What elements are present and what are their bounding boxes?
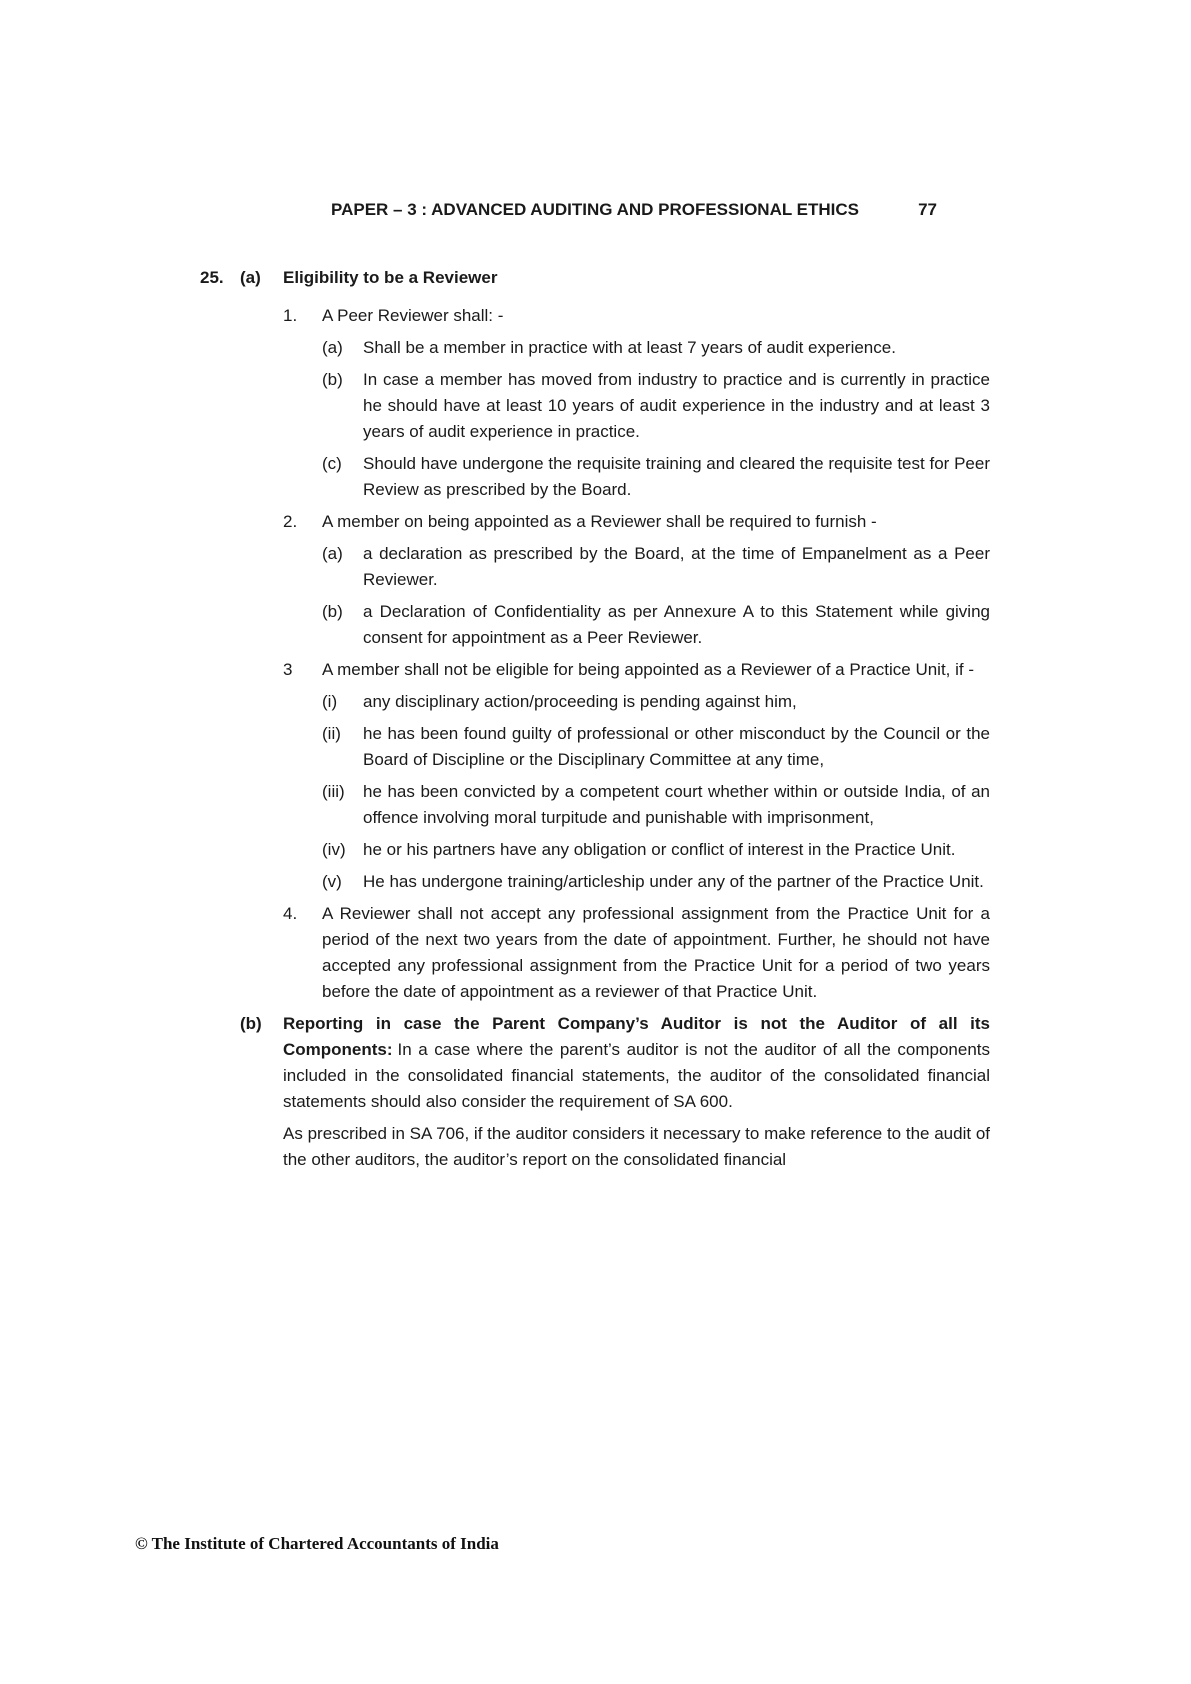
item-text: A Reviewer shall not accept any professional assignment from the Practice Unit for a period of the next two years from the date of appointment. Further, he should not have accepted any professional assignment from the Practice Unit for a period of two years before the date of appointment as a reviewer of that Practice Unit. xyxy=(322,904,990,1001)
part-a-label: (a) xyxy=(240,268,261,287)
list-item xyxy=(322,779,990,831)
list-item xyxy=(322,837,990,863)
item-text: In case a member has moved from industry to practice and is currently in practice he should have at least 10 years of audit experience in the industry and at least 3 years of audit experience in practice. xyxy=(363,370,990,441)
list-item xyxy=(322,451,990,503)
part-b-paragraph xyxy=(283,1011,990,1115)
list-item xyxy=(322,721,990,773)
copyright-footer: © The Institute of Chartered Accountants of India xyxy=(135,1534,499,1553)
part-a-heading: Eligibility to be a Reviewer xyxy=(283,268,498,287)
section-heading-row xyxy=(200,265,990,291)
item-text: he or his partners have any obligation or conflict of interest in the Practice Unit. xyxy=(363,840,956,859)
item-text: he has been convicted by a competent court whether within or outside India, of an offence involving moral turpitude and punishable with imprisonment, xyxy=(363,782,990,827)
list-item xyxy=(322,869,990,895)
item-marker: (iii) xyxy=(322,782,345,801)
document-body xyxy=(200,265,990,1173)
list-item xyxy=(283,509,990,535)
item-marker: (a) xyxy=(322,338,343,357)
page-header xyxy=(200,197,990,223)
page-number: 77 xyxy=(918,200,937,219)
list-item xyxy=(283,901,990,1005)
item-marker: (b) xyxy=(322,602,343,621)
item-marker: 3 xyxy=(283,660,293,679)
item-text: A member on being appointed as a Reviewer shall be required to furnish - xyxy=(322,512,877,531)
part-b-paragraph-2: As prescribed in SA 706, if the auditor considers it necessary to make reference to the audit of the other auditors, the auditor’s report on the consolidated financial xyxy=(283,1124,990,1169)
list-item xyxy=(322,689,990,715)
part-b-label: (b) xyxy=(240,1014,262,1033)
list-item xyxy=(322,335,990,361)
item-marker: 2. xyxy=(283,512,298,531)
item-text: any disciplinary action/proceeding is pending against him, xyxy=(363,692,797,711)
item-marker: (ii) xyxy=(322,724,341,743)
item-text: A Peer Reviewer shall: - xyxy=(322,306,504,325)
item-marker: (v) xyxy=(322,872,342,891)
item-text: a Declaration of Confidentiality as per Annexure A to this Statement while giving consent for appointment as a Peer Reviewer. xyxy=(363,602,990,647)
item-marker: (a) xyxy=(322,544,343,563)
list-item xyxy=(322,367,990,445)
item-marker: 1. xyxy=(283,306,298,325)
item-marker: (iv) xyxy=(322,840,346,859)
item-marker: 4. xyxy=(283,904,298,923)
list-item xyxy=(283,657,990,683)
list-item xyxy=(322,599,990,651)
item-marker: (c) xyxy=(322,454,342,473)
item-marker: (b) xyxy=(322,370,343,389)
part-b-row xyxy=(240,1011,990,1115)
header-title: PAPER – 3 : ADVANCED AUDITING AND PROFESSIONAL ETHICS xyxy=(331,200,859,219)
item-text: He has undergone training/articleship under any of the partner of the Practice Unit. xyxy=(363,872,984,891)
part-b-paragraph-2-row xyxy=(283,1121,990,1173)
item-marker: (i) xyxy=(322,692,338,711)
list-item xyxy=(283,303,990,329)
item-text: a declaration as prescribed by the Board, at the time of Empanelment as a Peer Reviewer. xyxy=(363,544,990,589)
item-text: A member shall not be eligible for being appointed as a Reviewer of a Practice Unit, if - xyxy=(322,660,975,679)
item-text: Shall be a member in practice with at least 7 years of audit experience. xyxy=(363,338,896,357)
item-text: he has been found guilty of professional or other misconduct by the Council or the Board of Discipline or the Disciplinary Committee at any time, xyxy=(363,724,990,769)
question-number: 25. xyxy=(200,268,224,287)
part-b-body: In a case where the parent’s auditor is not the auditor of all the components included in the consolidated financial statements, the auditor of the consolidated financial statements should also consider the requirement of SA 600. xyxy=(283,1040,990,1111)
item-text: Should have undergone the requisite training and cleared the requisite test for Peer Review as prescribed by the Board. xyxy=(363,454,990,499)
part-b-heading: Reporting in case the Parent Company’s Auditor is not the Auditor of all its Components: xyxy=(283,1014,990,1059)
list-item xyxy=(322,541,990,593)
